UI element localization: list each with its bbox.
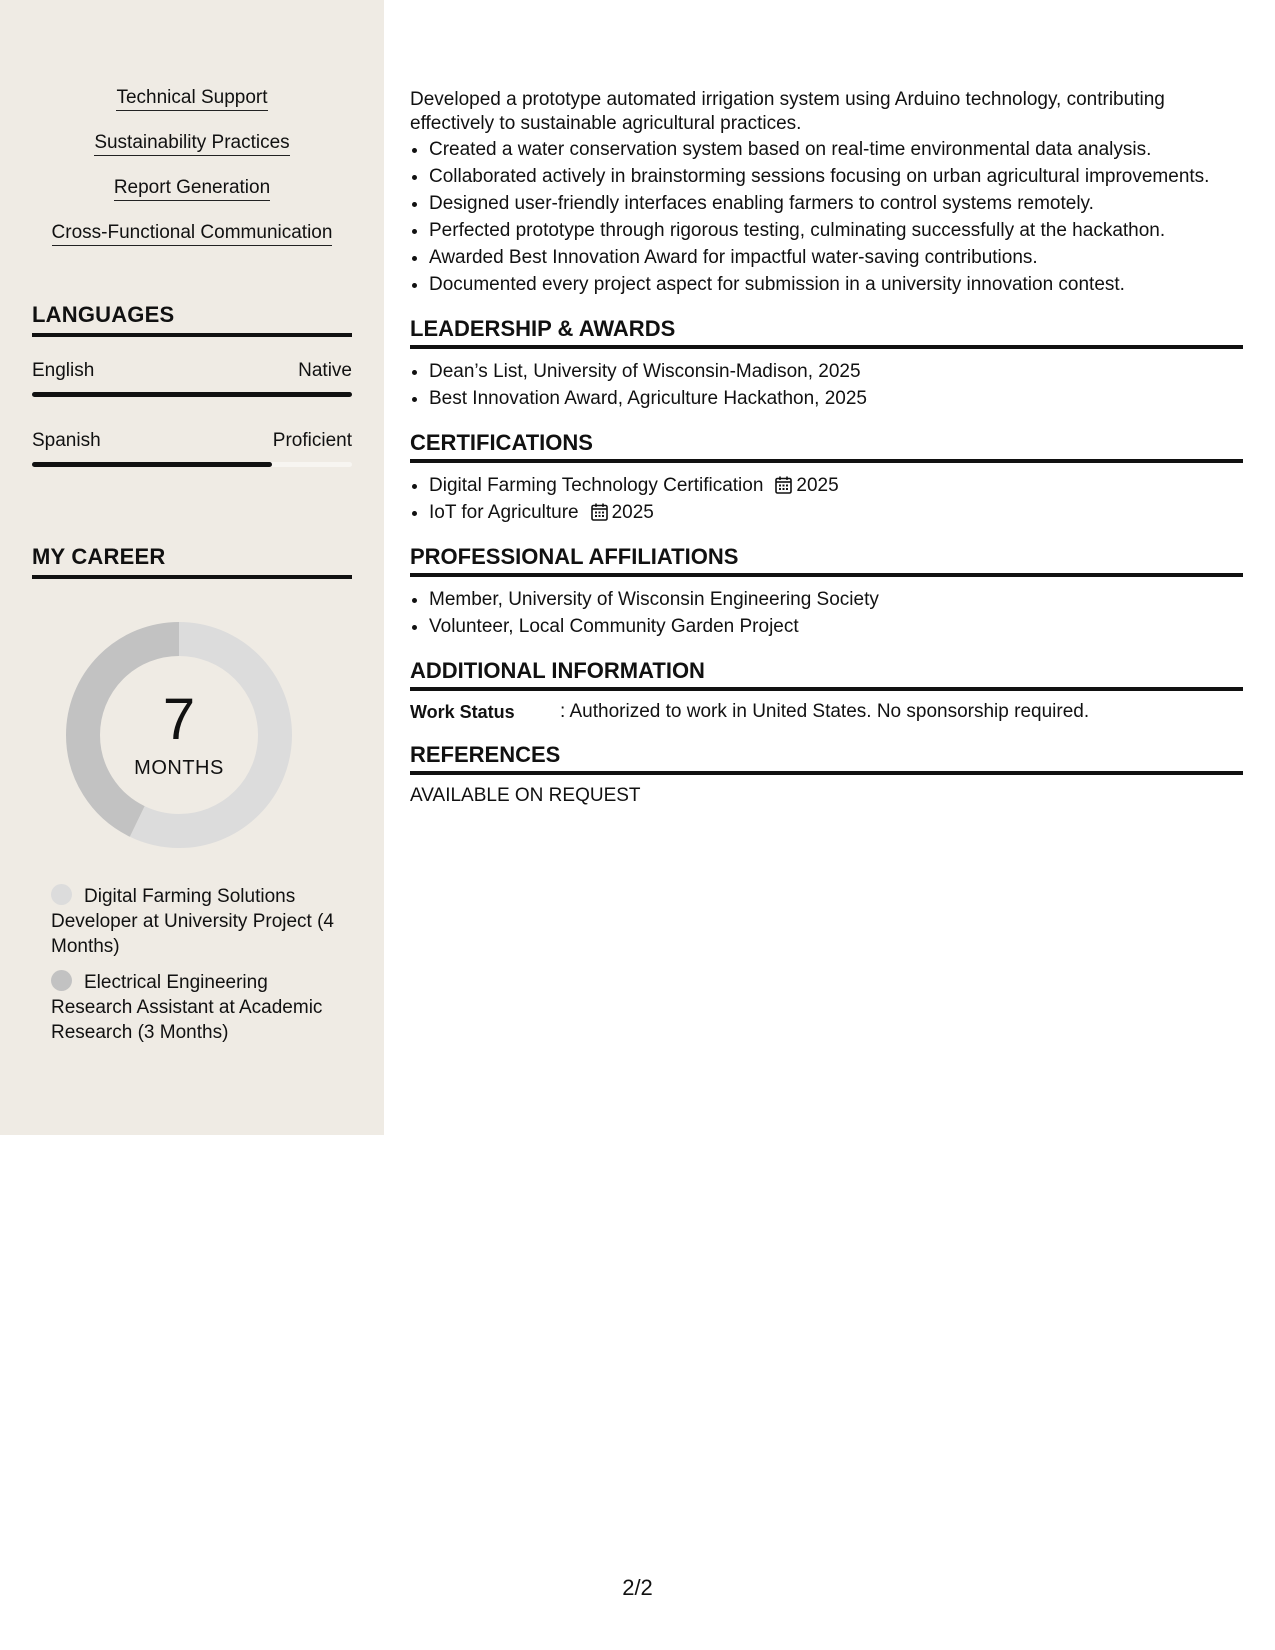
career-heading: MY CAREER	[32, 544, 352, 579]
language-level: Native	[298, 360, 352, 381]
language-spanish	[32, 430, 352, 467]
list-item: • Collaborated actively in brainstorming sessions focusing on urban agricultural improvements.	[429, 163, 1243, 190]
career-total-unit: MONTHS	[134, 757, 224, 779]
calendar-icon	[775, 476, 792, 494]
skill-item: Technical Support	[116, 86, 267, 111]
certification-year: 2025	[796, 475, 839, 496]
certification-name: IoT for Agriculture	[429, 502, 579, 523]
legend-dot	[51, 970, 72, 991]
references-text: AVAILABLE ON REQUEST	[410, 785, 641, 806]
list-item: • Best Innovation Award, Agriculture Hackathon, 2025	[429, 385, 1243, 412]
sidebar	[0, 0, 384, 1135]
additional-info-heading: ADDITIONAL INFORMATION	[410, 657, 1243, 691]
list-item: • Created a water conservation system based on real-time environmental data analysis.	[429, 136, 1243, 163]
language-name: English	[32, 360, 95, 381]
language-bar-fill	[32, 462, 272, 467]
experience-intro: Developed a prototype automated irrigation system using Arduino technology, contributing effectively to sustainable agricultural practices.	[410, 89, 1165, 134]
certification-item	[429, 472, 1243, 499]
work-status-label: Work Status	[410, 702, 515, 722]
work-status	[410, 700, 1243, 724]
certification-item	[429, 499, 1243, 526]
skill-item: Sustainability Practices	[94, 131, 289, 156]
legend-dot	[51, 884, 72, 905]
list-item: • Perfected prototype through rigorous testing, culminating successfully at the hackathon.	[429, 217, 1243, 244]
list-item: • Dean’s List, University of Wisconsin-Madison, 2025	[429, 358, 1243, 385]
references-heading: REFERENCES	[410, 741, 1243, 775]
calendar-icon	[591, 503, 608, 521]
language-level: Proficient	[272, 430, 352, 451]
language-bar-fill	[32, 392, 352, 397]
career-total-number: 7	[162, 687, 196, 752]
leadership-heading: LEADERSHIP & AWARDS	[410, 315, 1243, 349]
career-item	[51, 970, 341, 1045]
certifications-list	[410, 472, 1243, 526]
page-number: 2/2	[622, 1575, 653, 1600]
skill-item: Report Generation	[114, 176, 270, 201]
skills-list	[0, 86, 384, 266]
language-bar	[32, 392, 352, 397]
list-item: • Member, University of Wisconsin Engineering Society	[429, 586, 1243, 613]
language-english	[32, 360, 352, 397]
career-item-text: Digital Farming Solutions Developer at University Project (4 Months)	[51, 886, 334, 957]
list-item: • Documented every project aspect for submission in a university innovation contest.	[429, 271, 1243, 298]
certifications-heading: CERTIFICATIONS	[410, 429, 1243, 463]
languages-heading: LANGUAGES	[32, 302, 352, 337]
career-item	[51, 884, 341, 959]
work-status-value: : Authorized to work in United States. No sponsorship required.	[560, 701, 1090, 722]
leadership-list	[410, 358, 1243, 412]
skill-item: Cross-Functional Communication	[52, 221, 333, 246]
experience-bullets	[410, 136, 1243, 298]
list-item: • Designed user-friendly interfaces enabling farmers to control systems remotely.	[429, 190, 1243, 217]
career-item-text: Electrical Engineering Research Assistant at Academic Research (3 Months)	[51, 972, 323, 1043]
certification-year: 2025	[611, 502, 654, 523]
affiliations-list	[410, 586, 1243, 640]
main-content	[410, 88, 1243, 808]
language-bar	[32, 462, 352, 467]
certification-name: Digital Farming Technology Certification	[429, 475, 764, 496]
list-item: • Awarded Best Innovation Award for impactful water-saving contributions.	[429, 244, 1243, 271]
list-item: • Volunteer, Local Community Garden Project	[429, 613, 1243, 640]
affiliations-heading: PROFESSIONAL AFFILIATIONS	[410, 543, 1243, 577]
language-name: Spanish	[32, 430, 101, 451]
